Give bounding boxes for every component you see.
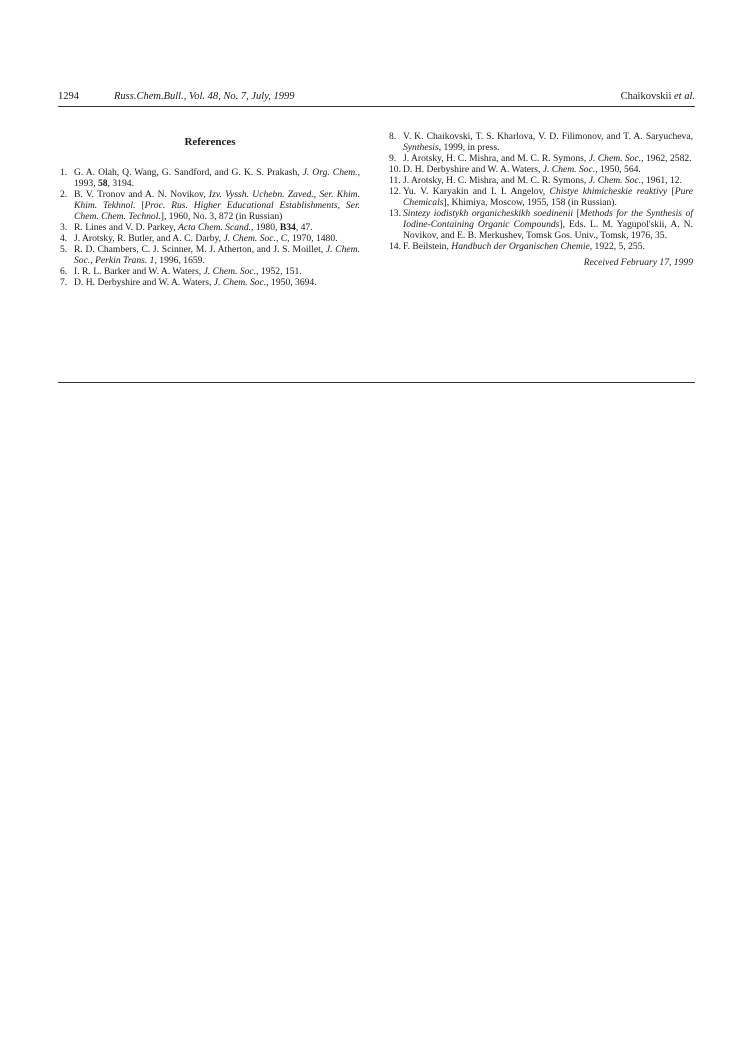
received-date: Received February 17, 1999	[583, 257, 693, 268]
reference-text: Izv. Vyssh. Uchebn. Zaved., Ser. Khim. Khim. Tekhnol.	[74, 189, 360, 211]
reference-text: B. V. Tronov and A. N. Novikov,	[74, 189, 209, 200]
reference-text: , 1999, in press.	[438, 142, 500, 153]
reference-text: D. H. Derbyshire and W. A. Waters,	[403, 164, 543, 175]
reference-item	[389, 186, 693, 208]
reference-item	[60, 277, 360, 288]
reference-number: 8.	[389, 131, 397, 142]
running-authors-etal: et al.	[674, 91, 695, 102]
page-number: 1294	[58, 91, 79, 102]
journal-citation: Russ.Chem.Bull., Vol. 48, No. 7, July, 1999	[114, 91, 295, 102]
reference-text: V. K. Chaikovski, T. S. Kharlova, V. D. Filimonov, and T. A. Saryucheva,	[403, 131, 693, 142]
reference-text: J. Chem. Soc.	[203, 266, 257, 277]
reference-number: 14.	[389, 241, 401, 252]
reference-number: 12.	[389, 186, 401, 197]
reference-text: J. Arotsky, R. Butler, and A. C. Darby,	[74, 233, 224, 244]
reference-text: ], 1960, No. 3, 872 (in Russian)	[160, 211, 283, 222]
reference-text: Proc. Rus. Higher Educational Establishments, Ser. Chem. Chem. Technol.	[74, 200, 361, 222]
reference-text: J. Chem. Soc.	[588, 153, 642, 164]
reference-number: 10.	[389, 164, 401, 175]
reference-text: , 1970, 1480.	[287, 233, 338, 244]
right-column	[389, 131, 693, 268]
references-title: References	[184, 136, 236, 148]
reference-number: 6.	[60, 266, 68, 277]
reference-text: , 1961, 12.	[641, 175, 682, 186]
running-authors	[621, 91, 695, 103]
reference-item	[389, 208, 693, 241]
reference-text: Synthesis	[403, 142, 439, 153]
reference-item	[389, 131, 693, 153]
left-column	[60, 131, 360, 288]
reference-number: 3.	[60, 222, 68, 233]
reference-text: Methods for the Synthesis of Iodine-Containing Organic Compounds	[403, 208, 694, 230]
reference-number: 1.	[60, 167, 68, 178]
reference-text: I. R. L. Barker and W. A. Waters,	[74, 266, 204, 277]
reference-text: J. Org. Chem.	[302, 167, 358, 178]
reference-text: Pure Chemicals	[403, 186, 693, 208]
reference-text: J. Chem. Soc.	[588, 175, 642, 186]
reference-text: , 1993,	[74, 167, 360, 189]
reference-text: J. Chem. Soc., C	[223, 233, 288, 244]
reference-number: 7.	[60, 277, 68, 288]
reference-text: , 1962, 2582.	[641, 153, 692, 164]
reference-text: Handbuch der Organischen Chemie	[451, 241, 590, 252]
reference-text: ], Eds. L. M. Yagupol'skii, A. N. Novikov, and E. B. Merkushev, Tomsk Gos. Univ., Tomsk, 1976, 35.	[403, 219, 693, 241]
reference-text: J. Chem. Soc.	[213, 277, 267, 288]
reference-text: R. D. Chambers, C. J. Scinner, M. J. Atherton, and J. S. Moillet,	[74, 244, 326, 255]
reference-number: 11.	[389, 175, 401, 186]
header-rule	[58, 106, 695, 107]
reference-text: , 1950, 3694.	[266, 277, 317, 288]
reference-item	[389, 175, 693, 186]
reference-item	[60, 244, 360, 266]
reference-text: , 47.	[295, 222, 313, 233]
reference-text: ], Khimiya, Moscow, 1955, 158 (in Russian).	[443, 197, 617, 208]
reference-item	[389, 153, 693, 164]
reference-text: B34	[279, 222, 296, 233]
reference-text: Yu. V. Karyakin and I. I. Angelov,	[403, 186, 550, 197]
reference-text: G. A. Olah, Q. Wang, G. Sandford, and G. K. S. Prakash,	[74, 167, 303, 178]
reference-number: 4.	[60, 233, 68, 244]
reference-text: , 1996, 1659.	[154, 255, 205, 266]
reference-number: 13.	[389, 208, 401, 219]
reference-text: [	[135, 200, 145, 211]
reference-item	[389, 164, 693, 175]
reference-text: , 1922, 5, 255.	[589, 241, 645, 252]
reference-text: J. Arotsky, H. C. Mishra, and M. C. R. Symons,	[403, 175, 589, 186]
reference-text: , 1980,	[251, 222, 280, 233]
reference-item	[60, 167, 360, 189]
reference-text: J. Chem. Soc.	[542, 164, 596, 175]
reference-number: 5.	[60, 244, 68, 255]
reference-text: Chistye khimicheskie reaktivy	[549, 186, 668, 197]
reference-text: Sintezy iodistykh organicheskikh soedinenii	[403, 208, 574, 219]
reference-text: J. Chem. Soc., Perkin Trans. 1	[74, 244, 360, 266]
reference-number: 2.	[60, 189, 68, 200]
references-list-right	[389, 131, 693, 252]
reference-text: , 3194.	[107, 178, 134, 189]
reference-number: 9.	[389, 153, 397, 164]
reference-item	[60, 233, 360, 244]
reference-item	[389, 241, 693, 252]
reference-text: , 1950, 564.	[595, 164, 641, 175]
reference-item	[60, 266, 360, 277]
reference-text: F. Beilstein,	[403, 241, 452, 252]
reference-text: Acta Chem. Scand.	[178, 222, 252, 233]
footer-rule	[58, 382, 695, 383]
reference-text: 58	[97, 178, 108, 189]
reference-text: D. H. Derbyshire and W. A. Waters,	[74, 277, 214, 288]
reference-text: [	[667, 186, 675, 197]
reference-text: [	[573, 208, 580, 219]
references-list-left	[60, 167, 360, 288]
running-authors-name: Chaikovskii	[620, 91, 672, 102]
reference-text: J. Arotsky, H. C. Mishra, and M. C. R. Symons,	[403, 153, 589, 164]
reference-text: , 1952, 151.	[256, 266, 302, 277]
reference-text: R. Lines and V. D. Parkey,	[74, 222, 179, 233]
reference-item	[60, 189, 360, 222]
reference-item	[60, 222, 360, 233]
